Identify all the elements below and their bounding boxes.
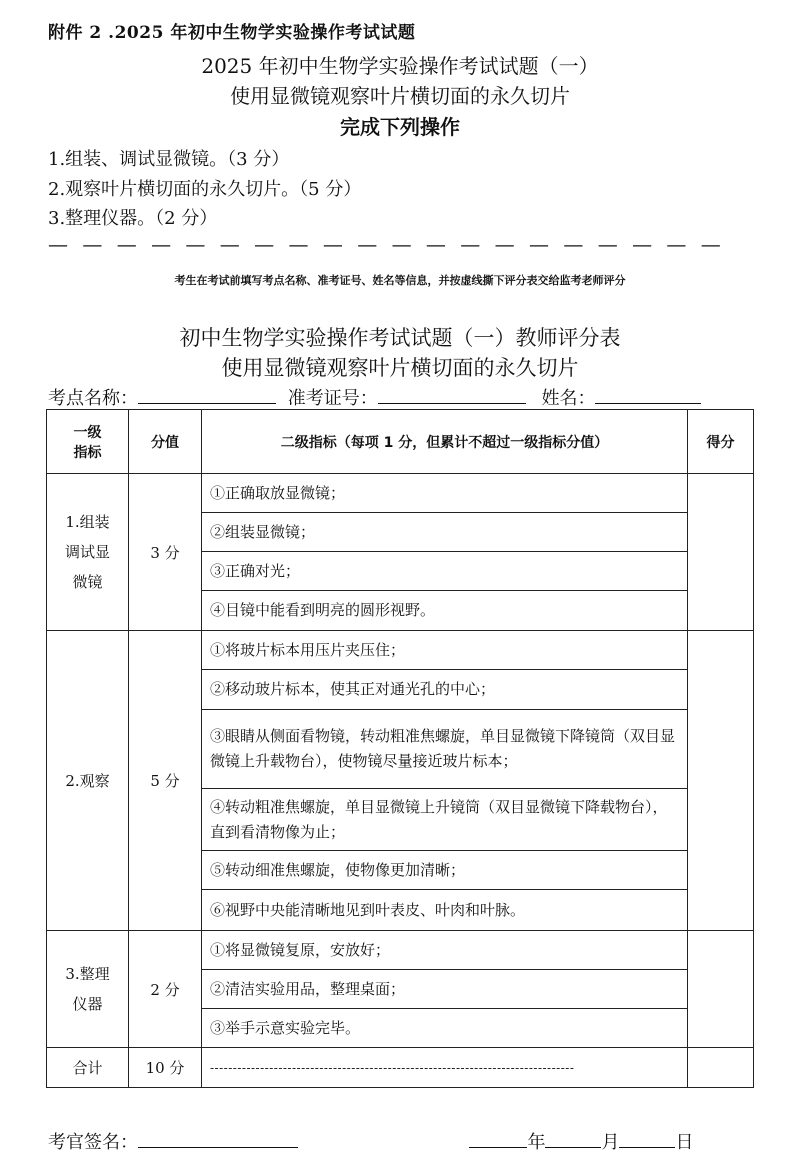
criterion-item: ④目镜中能看到明亮的圆形视野。 [202,591,688,631]
total-row [47,1048,754,1088]
criterion-item: ①将玻片标本用压片夹压住； [202,631,688,670]
exam-number-field[interactable] [378,385,526,404]
examiner-label: 考官签名： [48,1132,138,1153]
name-label: 姓名： [541,388,596,409]
table-row [47,474,754,513]
total-score: 10 分 [129,1048,202,1088]
score-input-cell[interactable] [688,474,754,631]
group-score: 3 分 [129,474,202,631]
criterion-item: ②组装显微镜； [202,513,688,552]
day-field[interactable] [619,1129,675,1148]
group-name: 3.整理 仪器 [47,931,129,1048]
header-level1: 一级 指标 [47,410,129,474]
total-input-cell[interactable] [688,1048,754,1088]
score-input-cell[interactable] [688,631,754,931]
month-label: 月 [601,1132,620,1153]
instruction-heading: 完成下列操作 [340,115,460,139]
criterion-item: ③正确对光； [202,552,688,591]
year-field[interactable] [469,1129,527,1148]
site-field[interactable] [138,385,276,404]
scoring-table [46,409,754,1088]
criterion-item: ①将显微镜复原，安放好； [202,931,688,970]
appendix-heading: 附件 2 .2025 年初中生物学实验操作考试试题 [48,23,416,43]
total-dashes: -------------------------------------------------------------------------------- [202,1048,688,1088]
day-label: 日 [675,1132,694,1153]
exam-number-label: 准考证号： [287,388,378,409]
name-field[interactable] [595,385,701,404]
criterion-item: ⑥视野中央能清晰地见到叶表皮、叶肉和叶脉。 [202,890,688,931]
candidate-info-row [48,384,748,410]
site-label: 考点名称： [48,388,138,409]
criterion-item: ③举手示意实验完毕。 [202,1009,688,1048]
header-level2: 二级指标（每项 1 分，但累计不超过一级指标分值） [202,410,688,474]
group-score: 5 分 [129,631,202,931]
header-result: 得分 [688,410,754,474]
examiner-signature-field[interactable] [138,1129,298,1148]
criterion-item: ②移动玻片标本，使其正对通光孔的中心； [202,670,688,710]
task-item: 2.观察叶片横切面的永久切片。（5 分） [48,179,362,200]
table-header-row [47,410,754,474]
header-score: 分值 [129,410,202,474]
criterion-item: ④转动粗准焦螺旋，单目显微镜上升镜筒（双目显微镜下降载物台），直到看清物像为止； [202,789,688,851]
task-item: 3.整理仪器。（2 分） [48,208,218,229]
criterion-item: ①正确取放显微镜； [202,474,688,513]
exam-subtitle: 使用显微镜观察叶片横切面的永久切片 [230,84,570,108]
exam-title: 2025 年初中生物学实验操作考试试题（一） [201,54,599,78]
score-input-cell[interactable] [688,931,754,1048]
candidate-notice: 考生在考试前填写考点名称、准考证号、姓名等信息，并按虚线撕下评分表交给监考老师评分 [174,274,626,287]
month-field[interactable] [545,1129,601,1148]
group-name: 1.组装 调试显 微镜 [47,474,129,631]
table-row [47,931,754,970]
group-name: 2.观察 [47,631,129,931]
tear-off-line: — — — — — — — — — — — — — — — — — — — — [48,232,725,256]
task-item: 1.组装、调试显微镜。（3 分） [48,149,290,170]
criterion-item: ③眼睛从侧面看物镜，转动粗准焦螺旋，单目显微镜下降镜筒（双目显微镜上升载物台），使物镜尽量接近玻片标本； [202,710,688,789]
signature-row [48,1128,760,1154]
criterion-item: ⑤转动细准焦螺旋，使物像更加清晰； [202,851,688,890]
year-label: 年 [527,1132,546,1153]
score-sheet-title: 初中生物学实验操作考试试题（一）教师评分表 [179,326,621,350]
score-sheet-subtitle: 使用显微镜观察叶片横切面的永久切片 [221,356,579,380]
criterion-item: ②清洁实验用品，整理桌面； [202,970,688,1009]
table-row [47,631,754,670]
group-score: 2 分 [129,931,202,1048]
total-label: 合计 [47,1048,129,1088]
